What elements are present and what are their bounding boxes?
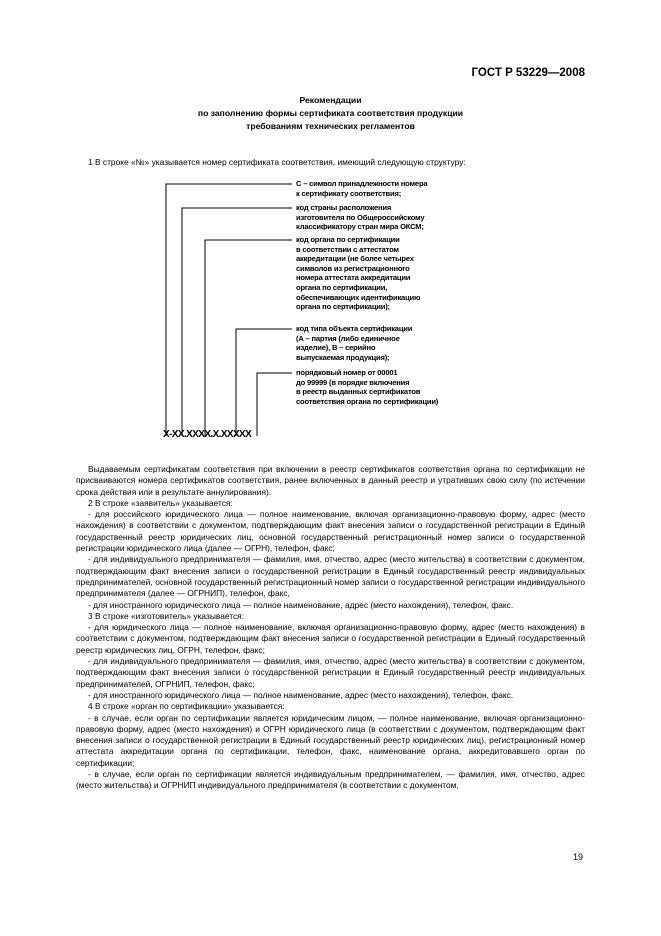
diagram-label-country-code: код страны расположения изготовителя по Общероссийскому классификатору стран мира ОКСМ; [296,203,425,232]
paragraph: 4 В строке «орган по сертификации» указывается: [88,701,285,712]
paragraph: - для индивидуального предпринимателя — фамилия, имя, отчество, адрес (место жительства) в соответствии с документом, подтверждающим факт внесения записи о государственной регистрации в Единый государственный реестр индивидуальных предпринимателей, ОГРНИП, телефон, факс; [76,656,585,689]
paragraph: 2 В строке «заявитель» указывается: [88,497,233,508]
diagram-label-body-code: код органа по сертификации в соответствии с аттестатом аккредитации (не более четырех символов из регистрационного номера аттестата аккредитации органа по сертификации, обеспечивающих идентификацию органа по сертификации); [296,235,421,312]
certificate-number-diagram [160,176,510,446]
paragraph: 3 В строке «изготовитель» указывается: [88,610,245,621]
section-title: Рекомендации [299,95,362,105]
paragraph: - в случае, если орган по сертификации является индивидуальным предпринимателем, — фамилия, имя, отчество, адрес (место жительства) и ОГРНИП индивидуального предпринимателя (в соответствии с документом, [76,769,585,791]
page-number: 19 [572,852,583,862]
document-header: ГОСТ Р 53229—2008 [471,67,585,79]
section-subtitle-line-1: по заполнению формы сертификата соответствия продукции [197,108,464,118]
paragraph: Выдаваемым сертификатам соответствия при включении в реестр сертификатов соответствия органа по сертификации не присваиваются номера сертификатов соответствия, ранее включенных в данный реестр и утративших свою силу (по истечении срока действия или в результате аннулирования). [76,464,585,497]
paragraph: - в случае, если орган по сертификации является юридическим лицом, — полное наименование, включая организационно-правовую форму, адрес (место нахождения) и ОГРН юридического лица (в соответствии с документом, подтверждающим факт внесения записи о государственной регистрации в Единый государственный реестр юридических лиц), регистрационный номер аттестата аккредитации органа по сертификации, телефон, факс, наименование органа, аккредитовавшего орган по сертификации; [76,712,585,768]
paragraph: - для юридического лица — полное наименование, включая организационно-правовую форму, адрес (место нахождения) в соответствии с документом, подтверждающим факт внесения записи о государственной регистрации в Единый государственный реестр юридических лиц, ОГРН, телефон, факс; [76,622,585,655]
body-text [76,464,585,792]
diagram-label-symbol: С – символ принадлежности номера к сертификату соответствия; [296,179,428,198]
diagram-label-object-type: код типа объекта сертификации (А – партия (либо единичное изделие), В – серийно выпускаемая продукция); [296,324,413,362]
intro-paragraph: 1 В строке «№» указывается номер сертификата соответствия, имеющий следующую структуру: [88,157,466,167]
paragraph: - для иностранного юридического лица — полное наименование, адрес (место нахождения), телефон, факс. [88,599,514,610]
paragraph: - для индивидуального предпринимателя — фамилия, имя, отчество, адрес (место жительства) в соответствии с документом, подтверждающим факт внесения записи о государственной регистрации в Единый государственный реестр индивидуальных предпринимателей, основной государственный регистрационный номер записи о государственной регистрации индивидуального предпринимателя (далее — ОГРНИП), телефон, факс, [76,554,585,599]
diagram-label-serial-number: порядковый номер от 00001 до 99999 (в порядке включения в реестр выданных сертификатов соответствия органа по сертификации) [296,368,439,406]
section-subtitle-line-2: требованиям технических регламентов [246,121,415,131]
certificate-number-format: X-XX.XXXX.X.XXXXX [163,429,252,440]
paragraph: - для российского юридического лица — полное наименование, включая организационно-правовую форму, адрес (место нахождения) в соответствии с документом, подтверждающим факт внесения записи о государственной регистрации в Единый государственный реестр юридических лиц, основной государственный регистрационный номер записи о государственной регистрации юридического лица (далее — ОГРН), телефон, факс; [76,509,585,554]
paragraph: - для иностранного юридического лица — полное наименование, адрес (место нахождения), телефон, факс. [88,689,514,700]
